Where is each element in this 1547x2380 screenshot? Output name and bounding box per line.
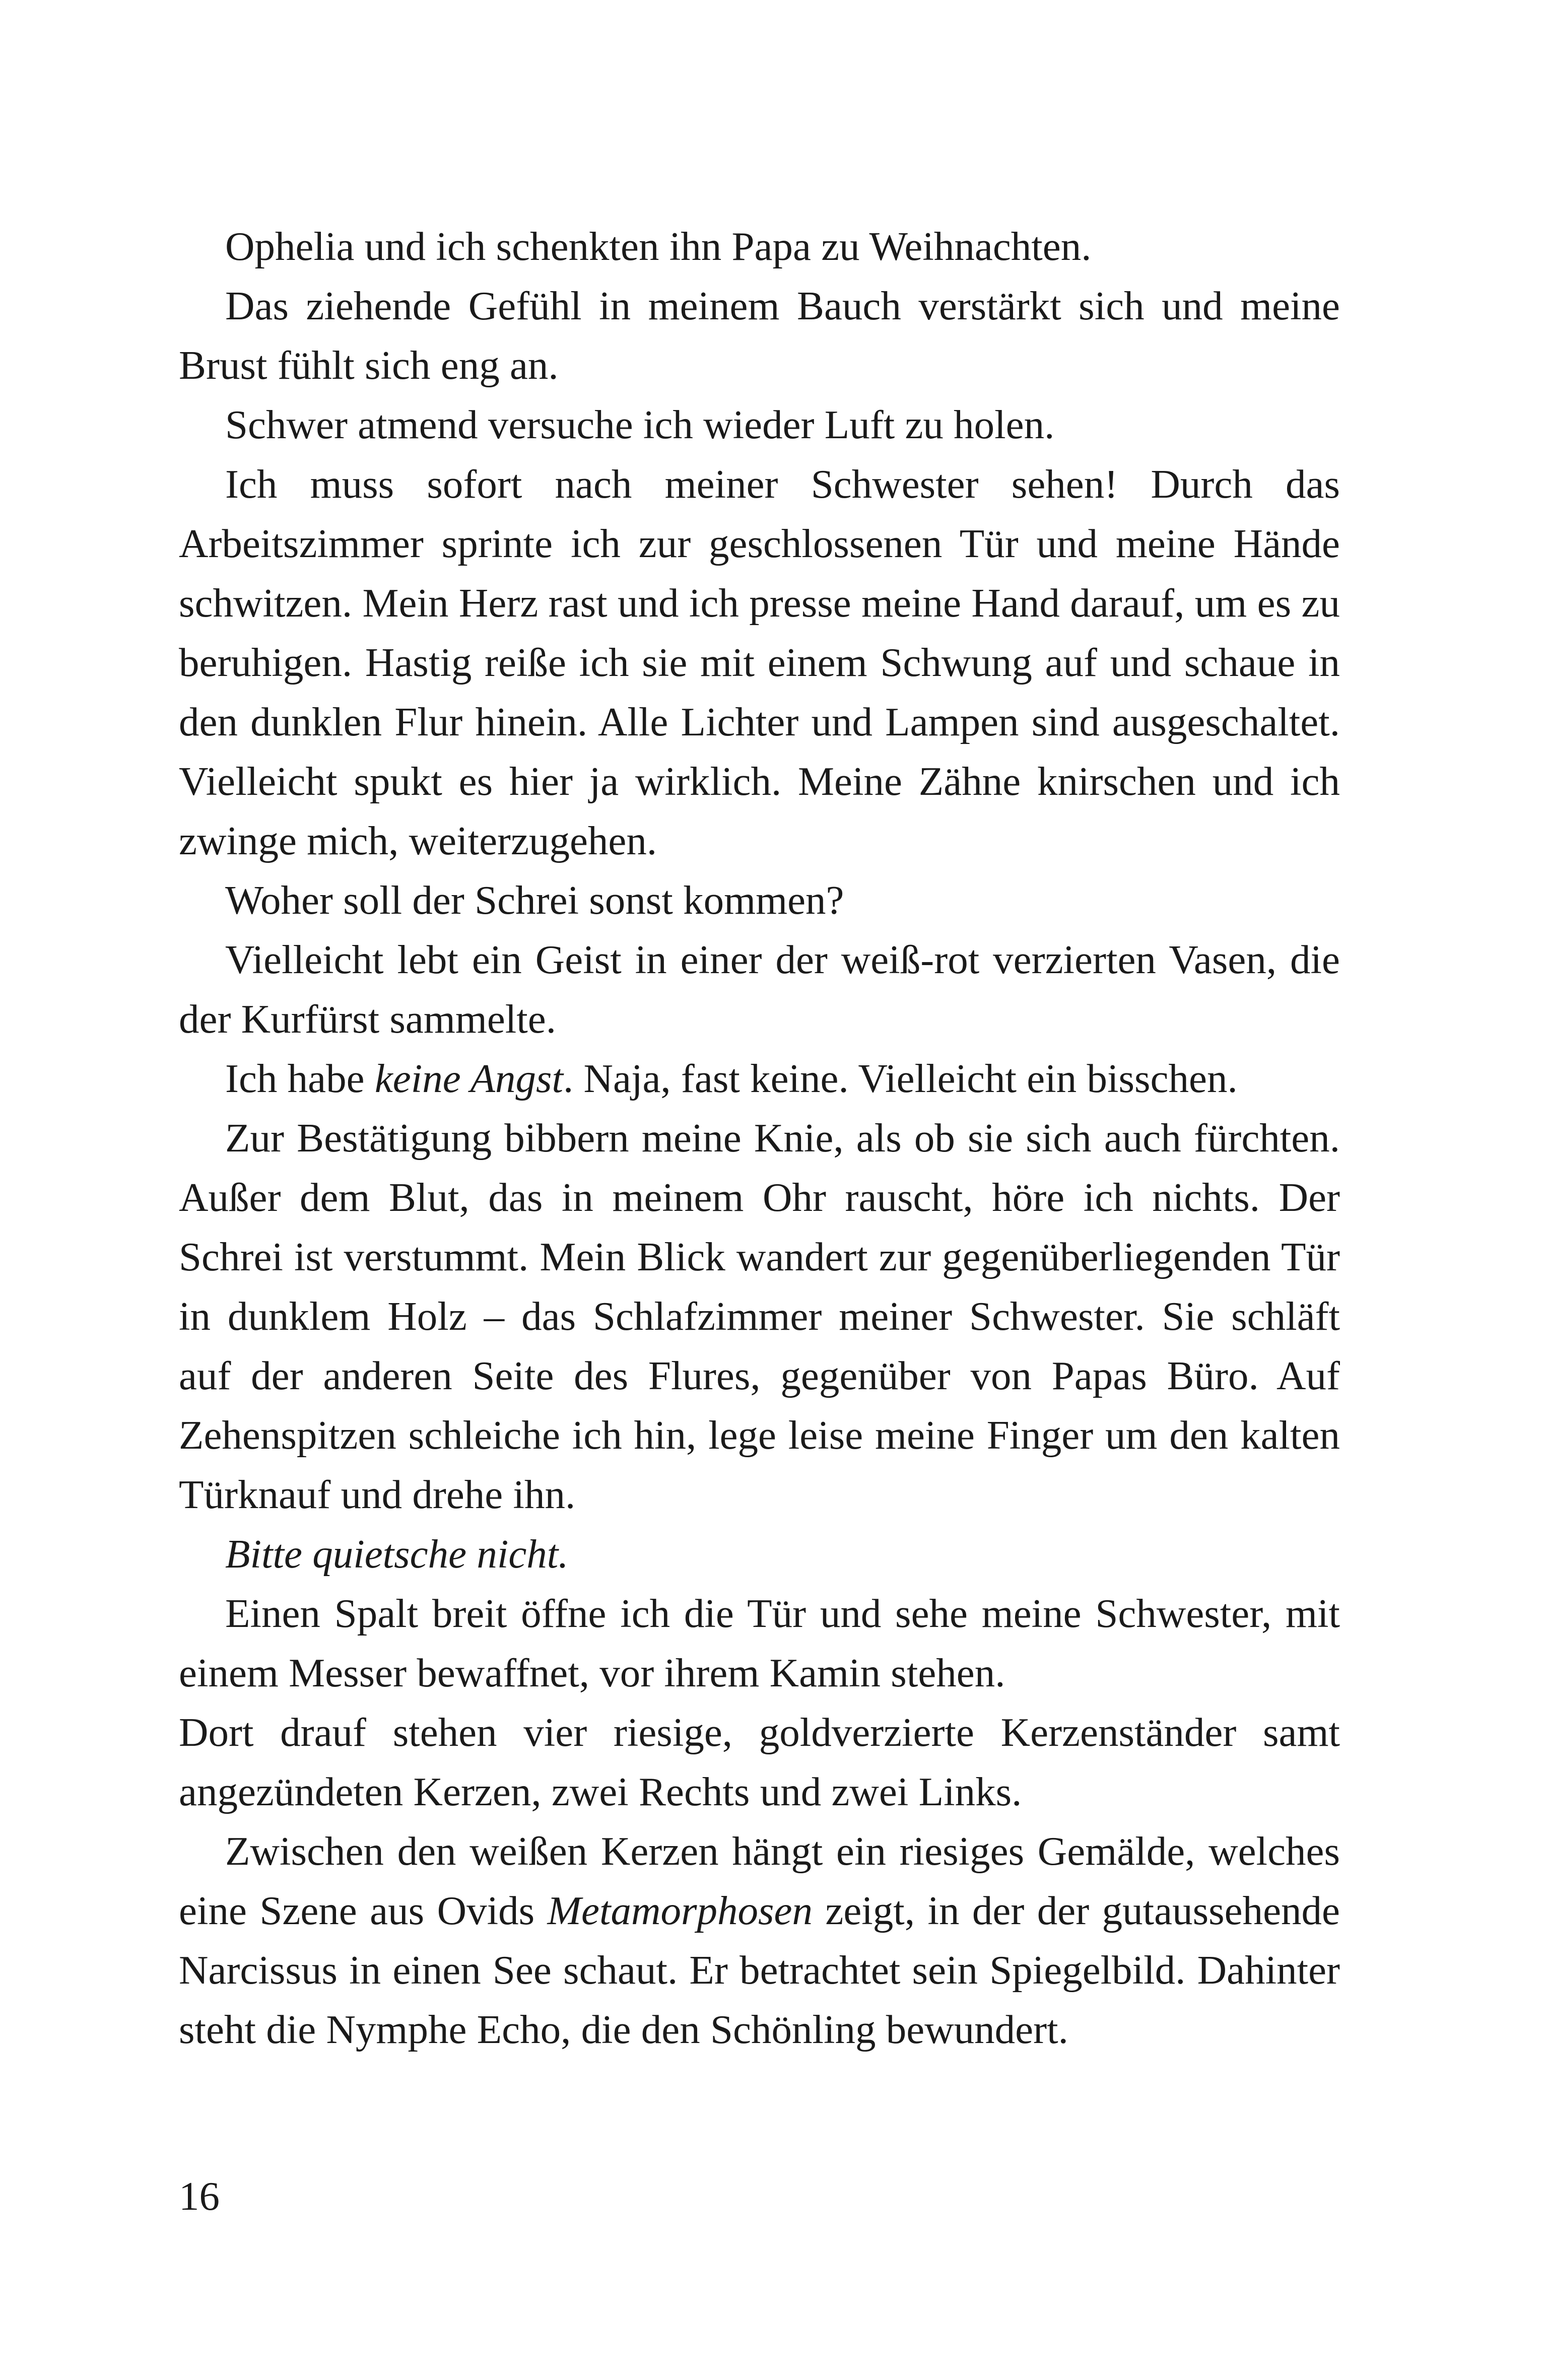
text-run: Dort drauf stehen vier riesige, goldverzierte Kerzenständer samt angezündeten Kerzen, zwei Rechts und zwei Links. xyxy=(179,1710,1340,1814)
text-run: Vielleicht lebt ein Geist in einer der weiß-rot verzierten Vasen, die der Kurfürst sammelte. xyxy=(179,937,1340,1042)
paragraph xyxy=(179,1821,1340,2059)
text-run: zeigt, in der der gutaussehende Narcissus in einen See schaut. Er betrachtet sein Spiegelbild. Dahinter steht die Nymphe Echo, die den Schönling bewundert. xyxy=(179,1888,1340,2052)
paragraph xyxy=(179,1524,1340,1584)
text-run: Zwischen den weißen Kerzen hängt ein riesiges Gemälde, welches eine Szene aus Ovids xyxy=(179,1828,1340,1933)
paragraph xyxy=(179,217,1340,276)
text-run: Ophelia und ich schenkten ihn Papa zu Weihnachten. xyxy=(225,224,1092,269)
text-run: Einen Spalt breit öffne ich die Tür und sehe meine Schwester, mit einem Messer bewaffnet, vor ihrem Kamin stehen. xyxy=(179,1591,1340,1695)
paragraph xyxy=(179,276,1340,395)
paragraph xyxy=(179,870,1340,930)
text-run: Das ziehende Gefühl in meinem Bauch verstärkt sich und meine Brust fühlt sich eng an. xyxy=(179,283,1340,388)
paragraph xyxy=(179,454,1340,870)
paragraph xyxy=(179,930,1340,1049)
text-run: Zur Bestätigung bibbern meine Knie, als ob sie sich auch fürchten. Außer dem Blut, das in meinem Ohr rauscht, höre ich nichts. Der Schrei ist verstummt. Mein Blick wandert zur gegenüberliegenden Tür in dunklem Holz – das Schlafzimmer meiner Schwester. Sie schläft auf der anderen Seite des Flures, gegenüber von Papas Büro. Auf Zehenspitzen schleiche ich hin, lege leise meine Finger um den kalten Türknauf und drehe ihn. xyxy=(179,1115,1340,1517)
paragraph xyxy=(179,1049,1340,1108)
italic-title: Metamorphosen xyxy=(547,1888,813,1933)
paragraph xyxy=(179,1703,1340,1821)
text-run: Ich habe xyxy=(225,1056,375,1101)
text-run: Ich muss sofort nach meiner Schwester sehen! Durch das Arbeitszimmer sprinte ich zur geschlossenen Tür und meine Hände schwitzen. Mein Herz rast und ich presse meine Hand darauf, um es zu beruhigen. Hastig reiße ich sie mit einem Schwung auf und schaue in den dunklen Flur hinein. Alle Lichter und Lampen sind ausgeschaltet. Vielleicht spukt es hier ja wirklich. Meine Zähne knirschen und ich zwinge mich, weiterzugehen. xyxy=(179,461,1340,863)
text-run: Woher soll der Schrei sonst kommen? xyxy=(225,877,844,923)
body-text xyxy=(179,217,1340,2059)
italic-emphasis: keine Angst xyxy=(374,1056,563,1101)
paragraph xyxy=(179,1584,1340,1703)
page-number: 16 xyxy=(179,2173,220,2219)
text-run: Schwer atmend versuche ich wieder Luft zu holen. xyxy=(225,402,1055,447)
paragraph xyxy=(179,395,1340,454)
text-run: . Naja, fast keine. Vielleicht ein bisschen. xyxy=(563,1056,1238,1101)
italic-thought: Bitte quietsche nicht. xyxy=(225,1531,569,1577)
paragraph xyxy=(179,1108,1340,1524)
